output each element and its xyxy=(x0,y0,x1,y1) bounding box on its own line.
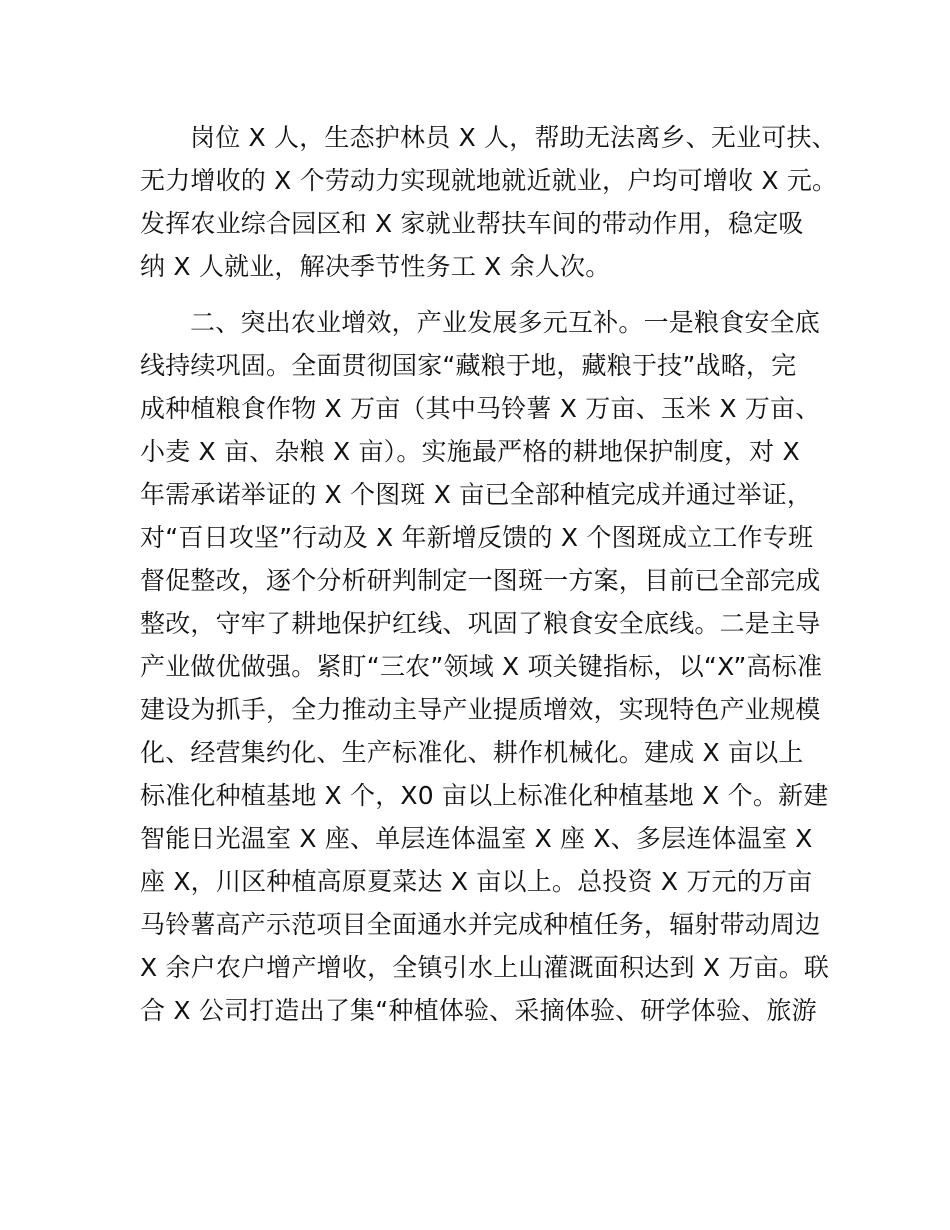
text-line: 无力增收的 X 个劳动力实现就地就近就业，户均可增收 X 元。 xyxy=(140,166,838,195)
text-line: 标准化种植基地 X 个，X0 亩以上标准化种植基地 X 个。新建 xyxy=(140,781,829,810)
text-line: 小麦 X 亩、杂粮 X 亩）。实施最严格的耕地保护制度，对 X xyxy=(140,437,800,466)
text-line: 智能日光温室 X 座、单层连体温室 X 座 X、多层连体温室 X xyxy=(140,824,813,853)
text-line: 成种植粮食作物 X 万亩（其中马铃薯 X 万亩、玉米 X 万亩、 xyxy=(140,394,821,423)
text-line: X 余户农户增产增收，全镇引水上山灌溉面积达到 X 万亩。联 xyxy=(140,953,830,982)
text-line: 年需承诺举证的 X 个图斑 X 亩已全部种植完成并通过举证， xyxy=(140,480,813,509)
text-line: 二、突出农业增效，产业发展多元互补。一是粮食安全底 xyxy=(190,308,821,337)
text-line: 产业做优做强。紧盯“三农”领域 X 项关键指标，以“X”高标准 xyxy=(140,652,823,681)
text-line: 督促整改，逐个分析研判制定一图斑一方案，目前已全部完成 xyxy=(140,566,821,595)
text-line: 马铃薯高产示范项目全面通水并完成种植任务，辐射带动周边 xyxy=(140,910,821,939)
text-line: 岗位 X 人，生态护林员 X 人，帮助无法离乡、无业可扶、 xyxy=(190,123,837,152)
text-line: 建设为抓手，全力推动主导产业提质增效，实现特色产业规模 xyxy=(140,695,821,724)
text-line: 线持续巩固。全面贯彻国家“藏粮于地，藏粮于技”战略，完 xyxy=(140,351,797,380)
text-line: 合 X 公司打造出了集“种植体验、采摘体验、研学体验、旅游 xyxy=(140,996,817,1025)
text-line: 整改，守牢了耕地保护红线、巩固了粮食安全底线。二是主导 xyxy=(140,609,821,638)
text-line: 化、经营集约化、生产标准化、耕作机械化。建成 X 亩以上 xyxy=(140,738,804,767)
text-line: 座 X，川区种植高原夏菜达 X 亩以上。总投资 X 万元的万亩 xyxy=(140,867,813,896)
text-line: 对“百日攻坚”行动及 X 年新增反馈的 X 个图斑成立工作专班 xyxy=(140,523,814,552)
text-line: 纳 X 人就业，解决季节性务工 X 余人次。 xyxy=(140,252,611,281)
text-line: 发挥农业综合园区和 X 家就业帮扶车间的带动作用，稳定吸 xyxy=(140,209,804,238)
